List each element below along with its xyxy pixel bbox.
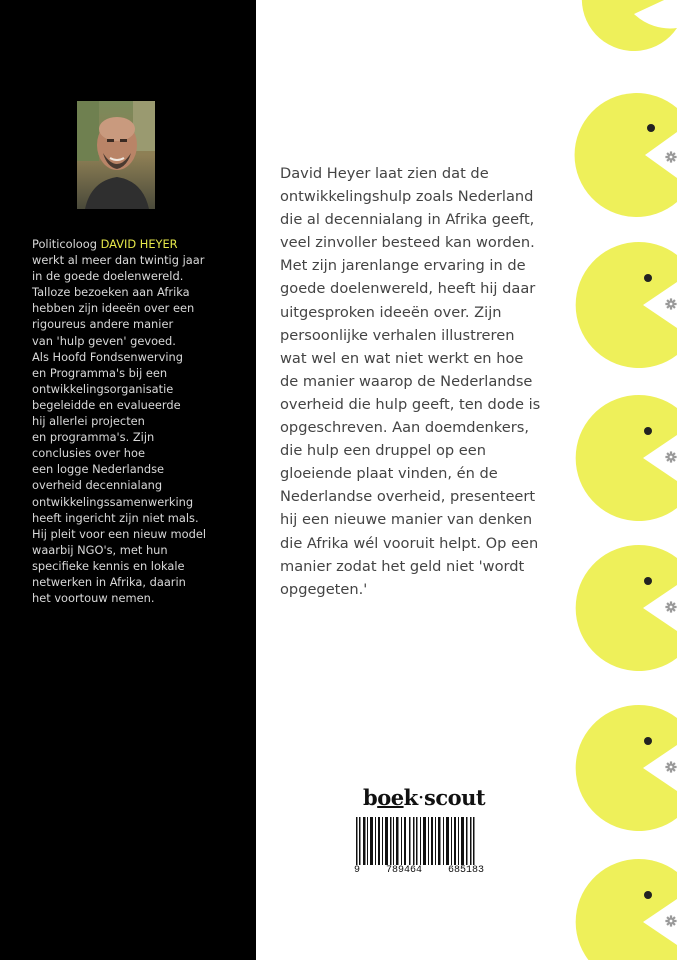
author-bio: [32, 236, 254, 606]
bio-line: hebben zijn ideeën over een: [32, 301, 195, 316]
bio-line: een logge Nederlandse: [32, 462, 165, 477]
bio-line: [32, 236, 254, 252]
blurb-line: gloeiende plaat vinden, én de: [280, 465, 498, 483]
logo-text: scout: [424, 785, 486, 810]
blurb-line: die hulp een druppel op een: [280, 442, 486, 460]
blurb-line: David Heyer laat zien dat de: [280, 165, 489, 182]
bio-line: Hij pleit voor een nieuw model: [32, 526, 207, 541]
logo-text: b: [363, 785, 378, 810]
bio-line: begeleidde en evalueerde: [32, 397, 181, 412]
isbn-digit-group: 685183: [447, 865, 484, 876]
blurb-line: opgegeten.': [280, 580, 368, 598]
bio-line: Als Hoofd Fondsenwerving: [32, 349, 183, 364]
blurb-line: overheid die hulp geeft, ten dode is: [280, 395, 541, 413]
bio-text: Politicoloog: [32, 237, 101, 251]
blurb-line: manier zodat het geld niet 'wordt: [280, 557, 525, 575]
blurb-line: ontwikkelingshulp zoals Nederland: [280, 188, 534, 206]
bio-line: overheid decennialang: [32, 478, 163, 493]
blurb-line: persoonlijke verhalen illustreren: [280, 326, 515, 344]
blurb-line: uitgesproken ideeën over. Zijn: [280, 303, 502, 321]
bio-line: van 'hulp geven' gevoed.: [32, 333, 176, 348]
bio-line: en Programma's bij een: [32, 365, 168, 380]
author-name: DAVID HEYER: [100, 237, 178, 251]
author-photo: [77, 101, 155, 209]
blurb-line: de manier waarop de Nederlandse: [280, 372, 533, 390]
bio-line: specifieke kennis en lokale: [32, 558, 185, 573]
blurb-line: opgeschreven. Aan doemdenkers,: [280, 419, 529, 437]
bio-line: heeft ingericht zijn niet mals.: [32, 510, 199, 525]
logo-separator: ·: [418, 790, 423, 806]
blurb-line: wat wel en wat niet werkt en hoe: [280, 349, 524, 367]
blurb-line: goede doelenwereld, heeft hij daar: [280, 280, 536, 298]
bio-line: in de goede doelenwereld.: [32, 269, 184, 284]
isbn-digit-group: 789464: [385, 865, 422, 876]
bio-line: ontwikkelingssamenwerking: [32, 494, 194, 509]
isbn-digits: [352, 865, 486, 879]
blurb-line: die al decennialang in Afrika geeft,: [280, 211, 535, 229]
bio-line: waarbij NGO's, met hun: [32, 542, 168, 557]
bio-line: conclusies over hoe: [32, 446, 145, 461]
logo-text: oe: [377, 785, 404, 810]
bio-line: netwerken in Afrika, daarin: [32, 574, 186, 589]
publisher-logo: [363, 785, 486, 810]
bio-line: en programma's. Zijn: [32, 430, 155, 445]
blurb-line: Met zijn jarenlange ervaring in de: [280, 257, 526, 275]
bio-line: het voortouw nemen.: [32, 591, 155, 606]
back-cover-blurb: [280, 162, 625, 601]
blurb-line: hij een nieuwe manier van denken: [280, 511, 533, 529]
blurb-line: Nederlandse overheid, presenteert: [280, 488, 536, 506]
logo-text: k: [403, 785, 418, 810]
blurb-line: veel zinvoller besteed kan worden.: [280, 234, 535, 252]
bio-line: hij allerlei projecten: [32, 414, 145, 429]
isbn-digit: 9: [354, 865, 361, 876]
bio-line: werkt al meer dan twintig jaar: [32, 253, 205, 268]
bio-line: ontwikkelingsorganisatie: [32, 381, 174, 396]
bio-line: rigoureus andere manier: [32, 317, 174, 332]
blurb-line: die Afrika wél vooruit helpt. Op een: [280, 534, 539, 552]
bio-line: Talloze bezoeken aan Afrika: [32, 285, 190, 300]
